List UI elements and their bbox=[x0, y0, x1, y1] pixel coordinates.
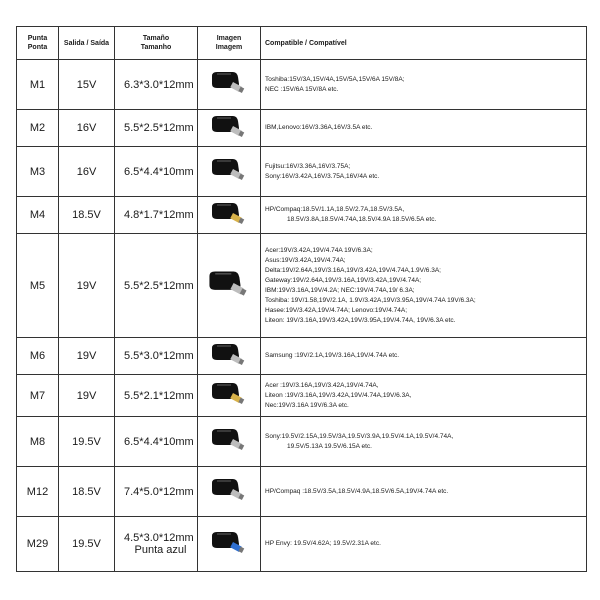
compat-line: Liteon :19V/3.16A,19V/3.42A,19V/4.74A,19V/6.3A, bbox=[265, 391, 412, 399]
size-note: Punta azul bbox=[134, 544, 187, 556]
table-body bbox=[17, 60, 587, 572]
compat-cell bbox=[261, 110, 587, 147]
size-value: 6.5*4.4*10mm bbox=[124, 435, 194, 448]
compat-cell bbox=[261, 338, 587, 375]
table-row bbox=[17, 197, 587, 234]
header-tamano-pt: Tamanho bbox=[140, 44, 172, 51]
size-cell bbox=[115, 147, 198, 197]
punta-cell: M1 bbox=[17, 60, 59, 110]
header-imagen-es: Imagen bbox=[216, 35, 242, 42]
compat-line: Delta:19V/2.64A,19V/3.16A,19V/3.42A,19V/4.74A,1.9V/6.3A; bbox=[265, 266, 441, 274]
punta-cell: M7 bbox=[17, 375, 59, 417]
size-cell bbox=[115, 338, 198, 375]
table-row bbox=[17, 60, 587, 110]
connector-tip-icon bbox=[206, 268, 252, 298]
size-cell bbox=[115, 517, 198, 572]
size-cell bbox=[115, 375, 198, 417]
size-value: 6.3*3.0*12mm bbox=[124, 78, 194, 91]
image-cell bbox=[198, 517, 261, 572]
compat-line: Acer:19V/3.42A,19V/4.74A 19V/6.3A; bbox=[265, 246, 373, 254]
compat-cell bbox=[261, 60, 587, 110]
compat-line: Asus:19V/3.42A,19V/4.74A; bbox=[265, 256, 346, 264]
compat-line: 19.5V/5.13A 19.5V/6.15A etc. bbox=[287, 442, 372, 450]
size-value: 7.4*5.0*12mm bbox=[124, 485, 194, 498]
size-cell bbox=[115, 467, 198, 517]
image-cell bbox=[198, 147, 261, 197]
size-cell bbox=[115, 110, 198, 147]
punta-cell: M12 bbox=[17, 467, 59, 517]
compat-line: Sony:16V/3.42A,16V/3.75A,16V/4A etc. bbox=[265, 172, 380, 180]
table-row bbox=[17, 338, 587, 375]
image-cell bbox=[198, 110, 261, 147]
compat-line: NEC :15V/6A 15V/8A etc. bbox=[265, 85, 339, 93]
voltage-cell: 19V bbox=[59, 338, 115, 375]
compat-line: Nec:19V/3.16A 19V/6.3A etc. bbox=[265, 401, 349, 409]
header-salida: Salida / Saída bbox=[59, 27, 115, 60]
voltage-cell: 19V bbox=[59, 375, 115, 417]
connector-tip-icon bbox=[209, 427, 249, 451]
voltage-cell: 16V bbox=[59, 147, 115, 197]
size-cell bbox=[115, 234, 198, 338]
connector-tip-icon bbox=[209, 530, 249, 554]
compat-line: Acer :19V/3.16A,19V/3.42A,19V/4.74A, bbox=[265, 381, 379, 389]
voltage-cell: 16V bbox=[59, 110, 115, 147]
table-row bbox=[17, 375, 587, 417]
table-row bbox=[17, 234, 587, 338]
image-cell bbox=[198, 60, 261, 110]
punta-cell: M8 bbox=[17, 417, 59, 467]
voltage-cell: 18.5V bbox=[59, 467, 115, 517]
header-punta bbox=[17, 27, 59, 60]
voltage-cell: 18.5V bbox=[59, 197, 115, 234]
header-punta-pt: Ponta bbox=[27, 44, 48, 51]
size-value: 6.5*4.4*10mm bbox=[124, 165, 194, 178]
header-compatible: Compatible / Compatível bbox=[261, 27, 587, 60]
size-cell bbox=[115, 417, 198, 467]
table-row bbox=[17, 467, 587, 517]
punta-cell: M5 bbox=[17, 234, 59, 338]
image-cell bbox=[198, 467, 261, 517]
size-value: 4.8*1.7*12mm bbox=[124, 209, 194, 221]
size-value: 5.5*2.5*12mm bbox=[124, 122, 194, 134]
compat-line: Gateway:19V/2.64A,19V/3.16A,19V/3.42A,19V/4.74A; bbox=[265, 276, 422, 284]
compat-line: IBM:19V/3.16A,19V/4.2A; NEC:19V/4.74A,19/ 6.3A; bbox=[265, 286, 415, 294]
connector-tip-icon bbox=[209, 477, 249, 501]
size-value: 5.5*3.0*12mm bbox=[124, 350, 194, 362]
compat-line: IBM,Lenovo:16V/3.36A,16V/3.5A etc. bbox=[265, 124, 373, 131]
image-cell bbox=[198, 197, 261, 234]
connector-tip-icon bbox=[209, 114, 249, 138]
compat-cell bbox=[261, 234, 587, 338]
punta-cell: M6 bbox=[17, 338, 59, 375]
size-value: 5.5*2.1*12mm bbox=[124, 389, 194, 402]
header-row bbox=[17, 27, 587, 60]
size-cell bbox=[115, 197, 198, 234]
size-value: 5.5*2.5*12mm bbox=[124, 279, 194, 292]
connector-tip-icon bbox=[209, 157, 249, 181]
compat-line: Hasee:19V/3.42A,19V/4.74A; Lenovo:19V/4.74A; bbox=[265, 306, 408, 314]
compat-cell bbox=[261, 197, 587, 234]
header-imagen bbox=[198, 27, 261, 60]
compat-line: HP/Compaq :18.5V/3.5A,18.5V/4.9A,18.5V/6.5A,19V/4.74A etc. bbox=[265, 487, 449, 495]
compat-line: Samsung :19V/2.1A,19V/3.16A,19V/4.74A etc. bbox=[265, 352, 400, 359]
compat-line: Sony:19.5V/2.15A,19.5V/3A,19.5V/3.9A,19.5V/4.1A,19.5V/4.74A, bbox=[265, 432, 454, 440]
connector-table bbox=[16, 26, 587, 572]
header-tamano-es: Tamaño bbox=[142, 35, 170, 42]
size-cell bbox=[115, 60, 198, 110]
voltage-cell: 19.5V bbox=[59, 517, 115, 572]
compat-line: Toshiba:15V/3A,15V/4A,15V/5A,15V/6A 15V/8A; bbox=[265, 75, 405, 83]
header-punta-es: Punta bbox=[27, 35, 48, 42]
table-row bbox=[17, 147, 587, 197]
punta-cell: M3 bbox=[17, 147, 59, 197]
compat-cell bbox=[261, 147, 587, 197]
image-cell bbox=[198, 234, 261, 338]
image-cell bbox=[198, 338, 261, 375]
voltage-cell: 15V bbox=[59, 60, 115, 110]
punta-cell: M2 bbox=[17, 110, 59, 147]
table-row bbox=[17, 110, 587, 147]
header-tamano bbox=[115, 27, 198, 60]
compat-line: Liteon: 19V/3.16A,19V/3.42A,19V/3.95A,19V/4.74A, 19V/6.3A etc. bbox=[265, 316, 456, 324]
image-cell bbox=[198, 417, 261, 467]
table-row bbox=[17, 517, 587, 572]
voltage-cell: 19V bbox=[59, 234, 115, 338]
compat-line: HP Envy: 19.5V/4.62A; 19.5V/2.31A etc. bbox=[265, 540, 381, 547]
connector-tip-icon bbox=[209, 70, 249, 94]
voltage-cell: 19.5V bbox=[59, 417, 115, 467]
image-cell bbox=[198, 375, 261, 417]
compat-cell bbox=[261, 417, 587, 467]
connector-tip-icon bbox=[209, 201, 249, 225]
compat-cell bbox=[261, 467, 587, 517]
compat-line: Fujitsu:16V/3.36A,16V/3.75A; bbox=[265, 162, 351, 170]
compat-cell bbox=[261, 517, 587, 572]
punta-cell: M4 bbox=[17, 197, 59, 234]
connector-tip-icon bbox=[209, 381, 249, 405]
compat-line: Toshiba: 19V/1.58,19V/2.1A, 1.9V/3.42A,19V/3.95A,19V/4.74A 19V/6.3A; bbox=[265, 296, 476, 304]
compat-line: HP/Compaq:18.5V/1.1A,18.5V/2.7A,18.5V/3.5A, bbox=[265, 206, 405, 213]
table-row bbox=[17, 417, 587, 467]
connector-tip-icon bbox=[209, 342, 249, 366]
compat-line: 18.5V/3.8A,18.5V/4.74A,18.5V/4.9A 18.5V/6.5A etc. bbox=[287, 216, 437, 223]
punta-cell: M29 bbox=[17, 517, 59, 572]
compat-cell bbox=[261, 375, 587, 417]
header-imagen-pt: Imagem bbox=[215, 44, 243, 51]
size-value: 4.5*3.0*12mm bbox=[124, 532, 194, 544]
